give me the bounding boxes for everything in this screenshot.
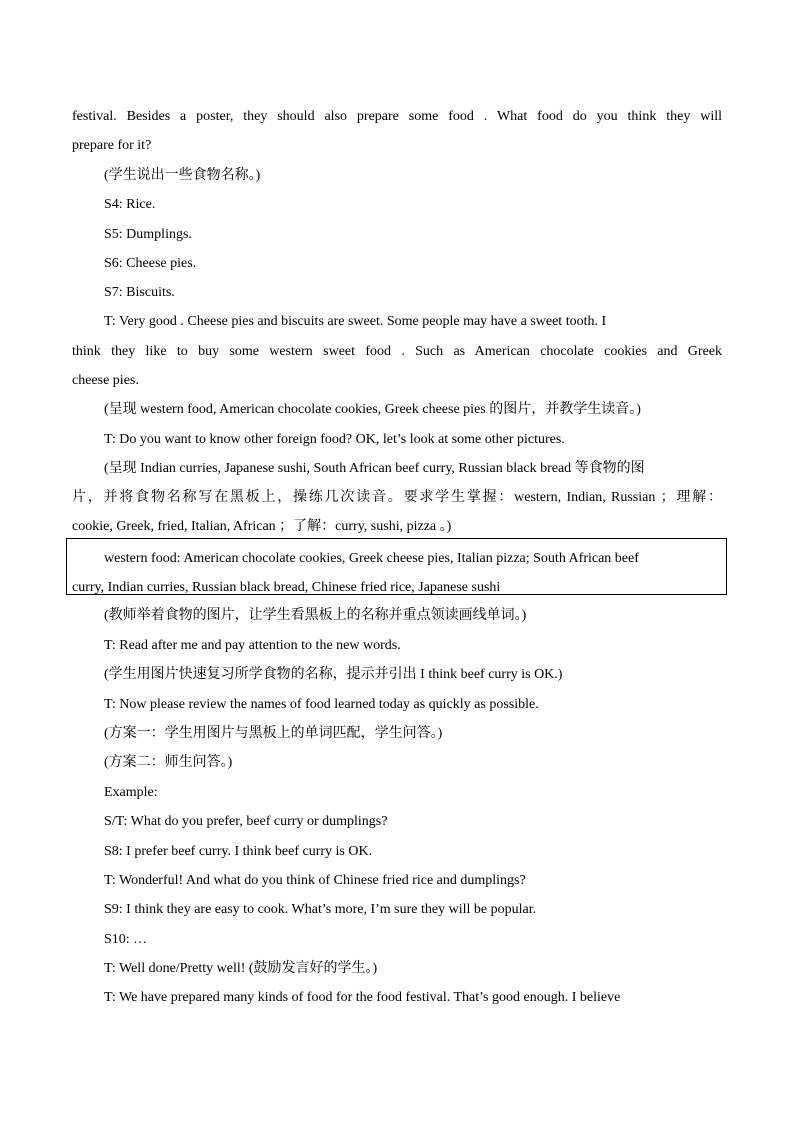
text-line: 片，并将食物名称写在黑板上，操练几次读音。要求学生掌握：western, Indian, Russian ；理解：	[72, 490, 722, 505]
text-line: S6: Cheese pies.	[104, 256, 197, 271]
text-line: (呈现 western food, American chocolate cookies, Greek cheese pies 的图片，并教学生读音。)	[104, 402, 641, 417]
text-line: S8: I prefer beef curry. I think beef curry is OK.	[104, 844, 373, 859]
text-line: T: Well done/Pretty well! (鼓励发言好的学生。)	[104, 961, 378, 976]
text-line: S10: …	[104, 932, 148, 947]
text-line: T: We have prepared many kinds of food for the food festival. That’s good enough. I believe	[104, 990, 621, 1005]
text-line: T: Now please review the names of food learned today as quickly as possible.	[104, 697, 539, 712]
text-line: S7: Biscuits.	[104, 285, 175, 300]
text-line: western food: American chocolate cookies, Greek cheese pies, Italian pizza; South African beef	[104, 551, 639, 566]
text-line: cheese pies.	[72, 373, 139, 388]
text-line: T: Very good . Cheese pies and biscuits are sweet. Some people may have a sweet tooth. I	[104, 314, 607, 329]
text-line: (学生说出一些食物名称。)	[104, 168, 261, 183]
text-line: (方案二：师生问答。)	[104, 755, 233, 770]
text-line: think they like to buy some western sweet food . Such as American chocolate cookies and Greek	[72, 344, 722, 359]
text-line: (学生用图片快速复习所学食物的名称，提示并引出 I think beef curry is OK.)	[104, 667, 563, 682]
text-line: cookie, Greek, fried, Italian, African ；了解：curry, sushi, pizza 。)	[72, 519, 452, 534]
text-line: T: Do you want to know other foreign food? OK, let’s look at some other pictures.	[104, 432, 565, 447]
text-line: prepare for it?	[72, 138, 152, 153]
text-line: festival. Besides a poster, they should also prepare some food . What food do you think they will	[72, 109, 722, 124]
text-line: (方案一：学生用图片与黑板上的单词匹配，学生问答。)	[104, 726, 443, 741]
text-line: S/T: What do you prefer, beef curry or dumplings?	[104, 814, 388, 829]
text-line: S5: Dumplings.	[104, 227, 192, 242]
text-line: T: Read after me and pay attention to the new words.	[104, 638, 401, 653]
text-line: curry, Indian curries, Russian black bread, Chinese fried rice, Japanese sushi	[72, 580, 501, 595]
text-line: Example:	[104, 785, 158, 800]
text-line: (呈现 Indian curries, Japanese sushi, South African beef curry, Russian black bread 等食物的图	[104, 461, 645, 476]
text-line: (教师举着食物的图片，让学生看黑板上的名称并重点领读画线单词。)	[104, 608, 527, 623]
text-line: T: Wonderful! And what do you think of Chinese fried rice and dumplings?	[104, 873, 526, 888]
text-line: S9: I think they are easy to cook. What’s more, I’m sure they will be popular.	[104, 902, 537, 917]
text-line: S4: Rice.	[104, 197, 156, 212]
